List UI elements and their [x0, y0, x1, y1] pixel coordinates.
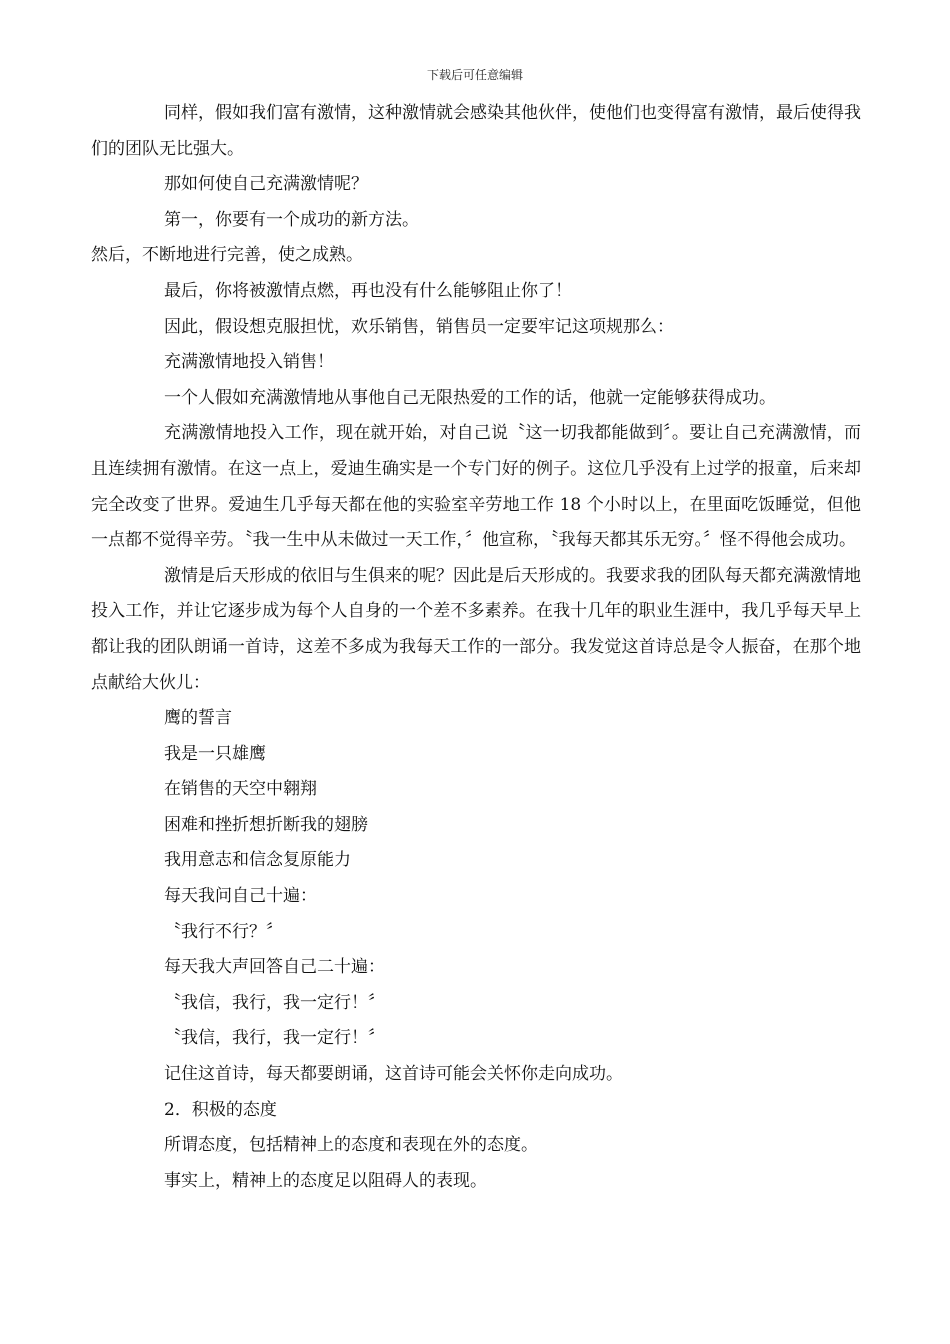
poem-line: 〝我信，我行，我一定行！〞 [164, 992, 385, 1013]
poem-title: 鹰的誓言 [164, 708, 232, 729]
paragraph: 记住这首诗，每天都要朗诵，这首诗可能会关怀你走向成功。 [164, 1064, 623, 1085]
paragraph: 那如何使自己充满激情呢？ [164, 174, 368, 195]
paragraph: 充满激情地投入工作，现在就开始，对自己说〝这一切我都能做到〞。要让自己充满激情，而且连续拥有激情。在这一点上，爱迪生确实是一个专门好的例子。这位几乎没有上过学的报童，后来却完全改变了世界。爱迪生几乎每天都在他的实验室辛劳地工作 18 个小时以上，在里面吃饭睡觉，但他一点都不觉得辛劳。〝我一生中从未做过一天工作，〞他宣称，〝我每天都其乐无穷。〞怪不得他会成功。 [91, 423, 861, 551]
paragraph: 然后，不断地进行完善，使之成熟。 [91, 245, 363, 266]
poem-line: 〝我行不行？〞 [164, 921, 283, 942]
poem-line: 每天我问自己十遍： [164, 886, 317, 907]
paragraph: 最后，你将被激情点燃，再也没有什么能够阻止你了！ [164, 280, 572, 301]
paragraph: 充满激情地投入销售！ [164, 352, 334, 373]
page-header: 下载后可任意编辑 [426, 68, 523, 82]
paragraph: 所谓态度，包括精神上的态度和表现在外的态度。 [164, 1135, 538, 1156]
section-heading: 2．积极的态度 [164, 1099, 277, 1120]
poem-line: 每天我大声回答自己二十遍： [164, 957, 385, 978]
poem-line: 我是一只雄鹰 [164, 743, 266, 764]
paragraph: 激情是后天形成的依旧与生俱来的呢？因此是后天形成的。我要求我的团队每天都充满激情地投入工作，并让它逐步成为每个人自身的一个差不多素养。在我十几年的职业生涯中，我几乎每天早上都让我的团队朗诵一首诗，这差不多成为我每天工作的一部分。我发觉这首诗总是令人振奋，在那个地点献给大伙儿： [91, 565, 861, 693]
paragraph: 同样，假如我们富有激情，这种激情就会感染其他伙伴，使他们也变得富有激情，最后使得我们的团队无比强大。 [91, 103, 861, 159]
poem-line: 〝我信，我行，我一定行！〞 [164, 1028, 385, 1049]
poem-line: 困难和挫折想折断我的翅膀 [164, 814, 368, 835]
paragraph: 因此，假设想克服担忧，欢乐销售，销售员一定要牢记这项规那么： [164, 316, 674, 337]
poem-line: 在销售的天空中翱翔 [164, 779, 317, 800]
paragraph: 第一，你要有一个成功的新方法。 [164, 209, 419, 230]
paragraph: 一个人假如充满激情地从事他自己无限热爱的工作的话，他就一定能够获得成功。 [164, 387, 776, 408]
poem-line: 我用意志和信念复原能力 [164, 850, 351, 871]
paragraph: 事实上，精神上的态度足以阻碍人的表现。 [164, 1170, 487, 1191]
document-body [91, 96, 861, 1199]
